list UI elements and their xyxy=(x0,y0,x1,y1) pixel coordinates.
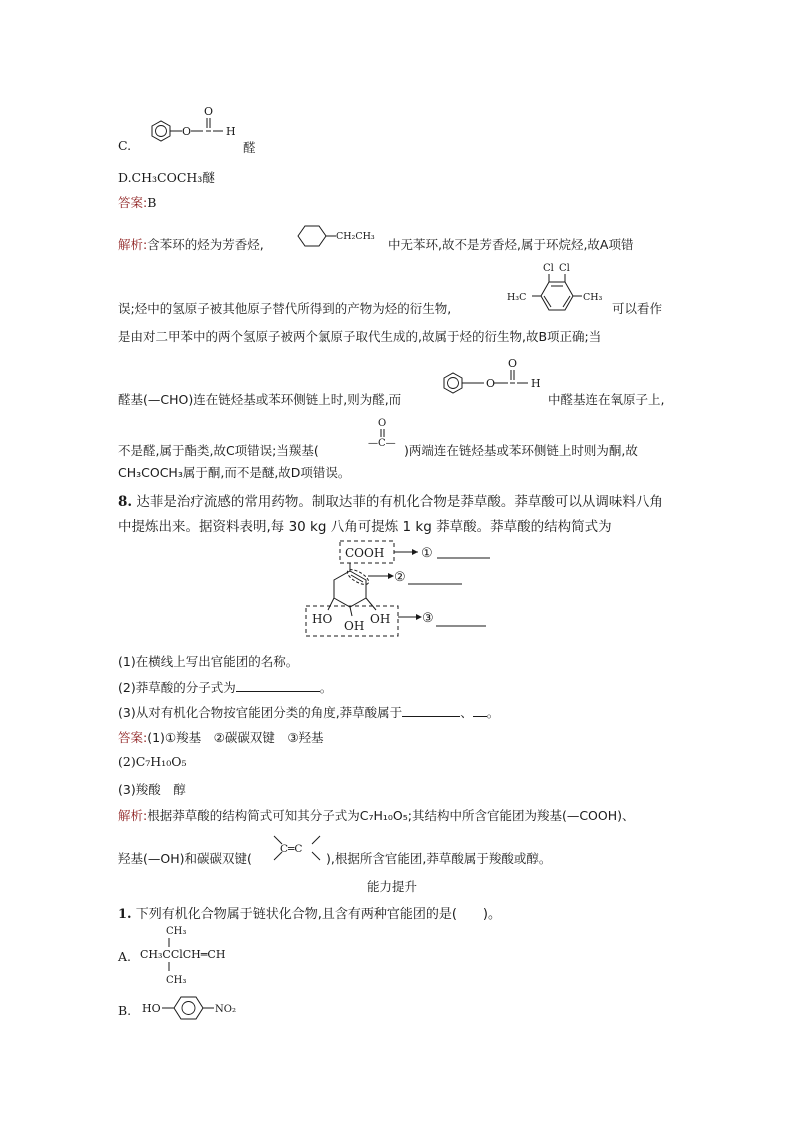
ho-label: HO xyxy=(312,612,333,626)
ethyl-label: CH₂CH₃ xyxy=(336,231,375,242)
oh-mid-label: OH xyxy=(344,619,365,633)
analysis1-line1a xyxy=(118,235,264,253)
analysis1-line2a: 误;烃中的氢原子被其他原子替代所得到的产物为烃的衍生物, xyxy=(118,301,452,316)
opt-a-top-ch3: CH₃ xyxy=(166,926,187,937)
ethylcyclohexane-structure xyxy=(294,222,384,252)
q8-line1 xyxy=(118,490,663,510)
cc-double-bond-structure xyxy=(268,830,324,864)
analysis1-line4a: 醛基(—CHO)连在链烃基或苯环侧链上时,则为醛,而 xyxy=(118,392,402,407)
carbonyl-o: O xyxy=(378,418,387,429)
shikimic-acid-structure xyxy=(300,538,500,640)
h3c-label: H₃C xyxy=(507,292,527,303)
analysis1-line5b: )两端连在链烃基或苯环侧链上时则为酮,故 xyxy=(404,443,638,458)
q8-sub3-text: (3)从对有机化合物按官能团分类的角度,莽草酸属于 xyxy=(118,705,403,720)
option-c-class: 醛 xyxy=(243,140,256,155)
answer-label: 答案: xyxy=(118,195,148,210)
q1-option-a-letter: A. xyxy=(118,949,132,964)
option-c-letter: C. xyxy=(118,138,132,153)
callout-2: ② xyxy=(394,570,406,585)
dichloro-dimethylbenzene-structure xyxy=(505,258,615,316)
answer2-line3: (3)羧酸 醇 xyxy=(118,782,186,797)
opt-a-main-chain: CH₃CClCH═CH xyxy=(140,948,226,961)
answer-value: B xyxy=(147,195,157,210)
q1-option-b-letter: B. xyxy=(118,1003,132,1018)
q1-stem-text: 下列有机化合物属于链状化合物,且含有两种官能团的是( )。 xyxy=(135,907,501,922)
carbonyl-o-label-2: O xyxy=(508,357,518,370)
carbonyl-o-label: O xyxy=(204,105,214,118)
answer-line xyxy=(118,193,156,211)
section-title: 能力提升 xyxy=(367,879,418,894)
q8-sub1: (1)在横线上写出官能团的名称。 xyxy=(118,654,299,669)
formula-blank[interactable] xyxy=(236,691,320,692)
aldehyde-h-label-2: H xyxy=(531,377,541,390)
ester-o-label: O xyxy=(182,125,192,138)
analysis1-line3: 是由对二甲苯中的两个氢原子被两个氯原子取代生成的,故属于烃的衍生物,故B项正确;当 xyxy=(118,329,602,344)
q8-sub2 xyxy=(118,678,332,696)
answer2-label: 答案: xyxy=(118,730,148,745)
carbonyl-group-structure xyxy=(362,415,406,451)
q8-sub2-text: (2)莽草酸的分子式为 xyxy=(118,680,236,695)
analysis2-line2b: ),根据所含官能团,莽草酸属于羧酸或醇。 xyxy=(326,851,552,866)
q8-line2: 中提炼出来。据资料表明,每 30 kg 八角可提炼 1 kg 莽草酸。莽草酸的结构简式为 xyxy=(118,519,612,535)
carbonyl-c: —C— xyxy=(368,438,396,449)
opt-b-no2: NO₂ xyxy=(215,1004,236,1015)
analysis-label: 解析: xyxy=(118,237,148,252)
class-blank-1[interactable] xyxy=(402,716,460,717)
option-b-structure xyxy=(140,992,250,1024)
cc-label: C═C xyxy=(280,843,303,855)
answer2-line2: (2)C₇H₁₀O₅ xyxy=(118,754,187,769)
oh-right-label: OH xyxy=(370,612,391,626)
q8-sub2-end: 。 xyxy=(319,680,333,695)
option-a-structure xyxy=(138,920,258,988)
q1-number: 1. xyxy=(118,907,132,922)
analysis2-line1 xyxy=(118,806,635,824)
analysis2-line2a: 羟基(—OH)和碳碳双键( xyxy=(118,851,252,866)
opt-a-bottom-ch3: CH₃ xyxy=(166,975,187,986)
analysis1-line1b: 中无苯环,故不是芳香烃,属于环烷烃,故A项错 xyxy=(388,237,634,252)
ch3-label: CH₃ xyxy=(583,292,603,303)
analysis1-line2b: 可以看作 xyxy=(612,301,663,316)
analysis1-line6: CH₃COCH₃属于酮,而不是醚,故D项错误。 xyxy=(118,465,351,480)
analysis2-text1: 根据莽草酸的结构简式可知其分子式为C₇H₁₀O₅;其结构中所含官能团为羧基(—COOH)、 xyxy=(147,808,635,823)
analysis1-line4b: 中醛基连在氧原子上, xyxy=(548,392,665,407)
aldehyde-h-label: H xyxy=(226,125,236,138)
q8-number: 8. xyxy=(118,494,133,510)
q8-text1: 达菲是治疗流感的常用药物。制取达菲的有机化合物是莽草酸。莽草酸可以从调味料八角 xyxy=(136,494,663,510)
q8-sub3-sep: 、 xyxy=(460,705,473,720)
class-blank-2[interactable] xyxy=(473,716,487,717)
analysis1-text1a: 含苯环的烃为芳香烃, xyxy=(147,237,264,252)
cl-label-2: Cl xyxy=(559,263,570,274)
answer2-line1 xyxy=(118,728,324,746)
cooh-label: COOH xyxy=(345,546,385,560)
opt-b-ho: HO xyxy=(142,1002,161,1015)
q8-sub3-end: 。 xyxy=(486,705,500,720)
q8-sub3 xyxy=(118,703,499,721)
ester-o-label-2: O xyxy=(486,377,496,390)
callout-1: ① xyxy=(421,546,433,561)
phenyl-formate-structure-2 xyxy=(436,356,546,402)
option-d: D.CH₃COCH₃醚 xyxy=(118,170,215,185)
phenyl-formate-structure xyxy=(140,104,240,152)
answer2-text1: (1)①羧基 ②碳碳双键 ③羟基 xyxy=(147,730,324,745)
cl-label-1: Cl xyxy=(543,263,554,274)
analysis1-line5a: 不是醛,属于酯类,故C项错误;当羰基( xyxy=(118,443,319,458)
analysis2-label: 解析: xyxy=(118,808,148,823)
callout-3: ③ xyxy=(422,611,434,626)
